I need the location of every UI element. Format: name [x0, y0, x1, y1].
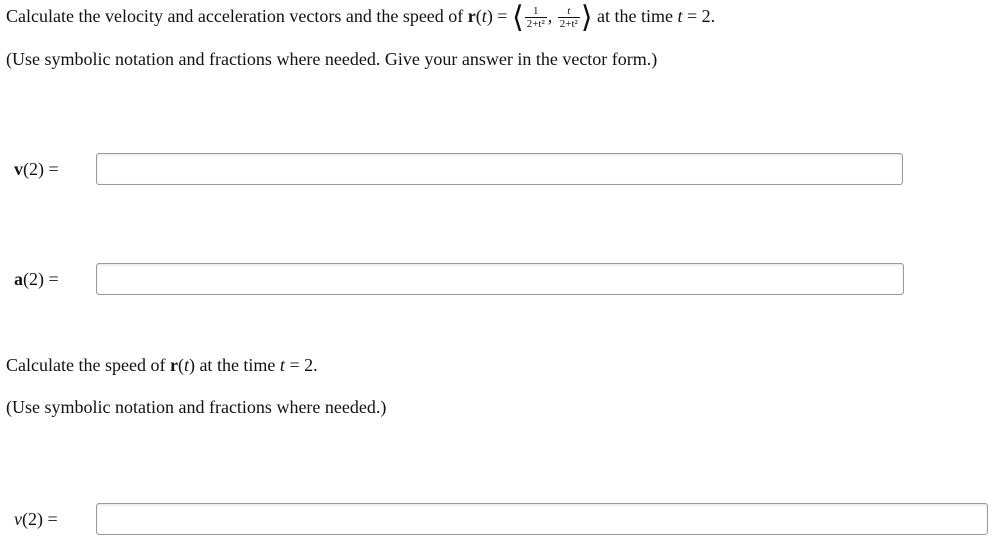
velocity-symbol: v	[14, 159, 23, 179]
time-value-2: = 2.	[284, 355, 318, 375]
time-value: = 2.	[682, 6, 716, 27]
r-symbol-2: r	[169, 355, 178, 375]
paren-close-equals: ) =	[486, 6, 512, 27]
t-variable: t	[481, 6, 487, 27]
time-text: at the time	[592, 6, 678, 27]
question-2-prompt	[6, 355, 318, 376]
speed-input[interactable]	[96, 503, 988, 535]
acceleration-label	[14, 269, 59, 290]
speed-symbol: v	[14, 509, 22, 529]
time-variable-2: t	[279, 355, 285, 375]
r-symbol: r	[467, 6, 476, 27]
fraction-1-denominator: 2+t²	[526, 18, 545, 30]
fraction-1	[525, 6, 547, 30]
fraction-2-denominator: 2+t²	[559, 18, 578, 30]
question-1-prompt	[6, 0, 716, 36]
acceleration-arg: (2) =	[23, 269, 59, 289]
question-1-instruction: (Use symbolic notation and fractions where needed. Give your answer in the vector form.)	[6, 49, 658, 69]
question-1-text: Calculate the velocity and acceleration vectors and the speed of	[6, 6, 468, 27]
fraction-2-numerator: t	[567, 5, 571, 17]
paren-open-2: (	[177, 355, 184, 375]
left-angle: ⟨	[511, 0, 524, 36]
fraction-1-numerator: 1	[532, 5, 539, 17]
question-2-instruction: (Use symbolic notation and fractions where needed.)	[6, 397, 387, 417]
velocity-label	[14, 159, 59, 180]
acceleration-input[interactable]	[96, 263, 904, 295]
fraction-2	[558, 6, 580, 30]
time-variable: t	[677, 6, 683, 27]
time-text-2: ) at the time	[188, 355, 280, 375]
t-variable-2: t	[183, 355, 189, 375]
speed-arg: (2) =	[22, 509, 58, 529]
velocity-arg: (2) =	[23, 159, 59, 179]
comma: ,	[547, 6, 557, 27]
paren-open: (	[475, 6, 482, 27]
acceleration-symbol: a	[14, 269, 23, 289]
right-angle: ⟩	[580, 0, 593, 36]
question-2-text: Calculate the speed of	[6, 355, 170, 375]
velocity-input[interactable]	[96, 153, 903, 185]
speed-label	[14, 509, 58, 530]
